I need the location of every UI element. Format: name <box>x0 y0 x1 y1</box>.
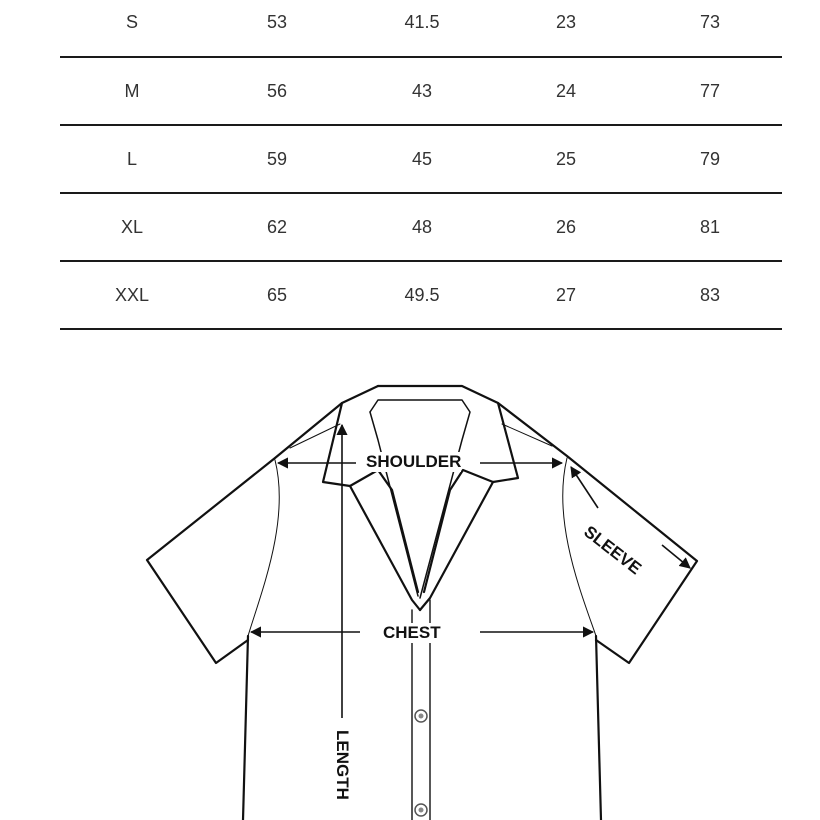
cell-value: 25 <box>555 149 577 169</box>
cell-value: 77 <box>699 81 721 101</box>
cell-size: L <box>126 149 138 169</box>
table-row <box>60 194 782 262</box>
sleeve-arrow-down <box>662 545 690 568</box>
cell-value: 43 <box>411 81 433 101</box>
cell-value: 45 <box>411 149 433 169</box>
cell-size: XXL <box>114 285 150 305</box>
cell-value: 65 <box>266 285 288 305</box>
cell-size: XL <box>120 217 144 237</box>
cell-value: 56 <box>266 81 288 101</box>
table-row <box>60 262 782 330</box>
cell-value: 26 <box>555 217 577 237</box>
sleeve-label: SLEEVE <box>580 522 645 579</box>
table-row <box>60 0 782 58</box>
cell-value: 53 <box>266 12 288 32</box>
sleeve-arrow-up <box>571 467 598 508</box>
chest-label: CHEST <box>383 623 441 642</box>
cell-value: 24 <box>555 81 577 101</box>
cell-value: 48 <box>411 217 433 237</box>
shirt-illustration <box>0 330 820 820</box>
size-table <box>60 0 782 330</box>
shirt-measurement-diagram <box>0 330 820 820</box>
shoulder-label: SHOULDER <box>366 452 462 471</box>
cell-value: 49.5 <box>404 285 440 305</box>
cell-value: 23 <box>555 12 577 32</box>
cell-size: S <box>125 12 139 32</box>
length-label: LENGTH <box>333 730 352 800</box>
cell-value: 59 <box>266 149 288 169</box>
cell-value: 27 <box>555 285 577 305</box>
cell-value: 41.5 <box>404 12 440 32</box>
cell-value: 79 <box>699 149 721 169</box>
cell-size: M <box>124 81 140 101</box>
table-row <box>60 126 782 194</box>
cell-value: 83 <box>699 285 721 305</box>
cell-value: 81 <box>699 217 721 237</box>
table-row <box>60 58 782 126</box>
cell-value: 73 <box>699 12 721 32</box>
buttons <box>415 710 427 816</box>
cell-value: 62 <box>266 217 288 237</box>
